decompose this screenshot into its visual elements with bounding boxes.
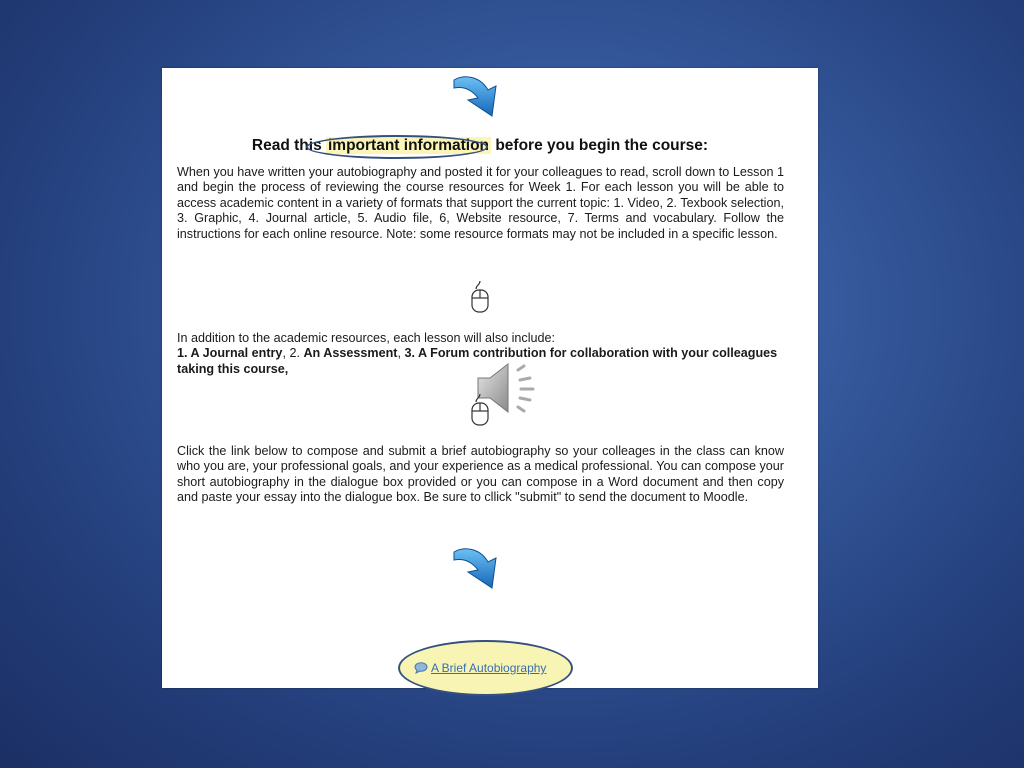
heading-text-after: before you begin the course: xyxy=(491,137,709,154)
autobiography-instructions-paragraph: Click the link below to compose and submit a brief autobiography so your colleages in the class can know who you are, your professional goals, and your experience as a medical professional. You can compose your short autobiography in the dialogue box provided or you can compose in a Word document and then copy and paste your essay into the dialogue box. Be sure to cllick "submit" to send the document to Moodle. xyxy=(177,444,784,505)
mouse-click-icon xyxy=(470,393,490,427)
curved-arrow-down-icon xyxy=(450,542,508,592)
autobiography-link-label[interactable]: A Brief Autobiography xyxy=(431,661,547,675)
page-heading xyxy=(162,137,798,155)
curved-arrow-down-icon xyxy=(450,70,508,120)
forum-chat-icon xyxy=(414,662,428,674)
separator-2: , xyxy=(397,346,405,361)
lesson-components-intro: In addition to the academic resources, each lesson will also include: xyxy=(177,331,556,345)
separator-1: , 2. xyxy=(282,346,304,361)
forum-contribution-item: 3. A Forum contribution for collaboration with your colleagues taking this course, xyxy=(177,346,778,376)
journal-entry-item: 1. A Journal entry xyxy=(177,346,283,361)
mouse-click-icon xyxy=(470,280,490,314)
instructions-paragraph: When you have written your autobiography and posted it for your colleagues to read, scroll down to Lesson 1 and begin the process of reviewing the course resources for Week 1. For each lesson you will be able to access academic content in a variety of formats that support the current topic: 1. Video, 2. Texbook selection, 3. Graphic, 4. Journal article, 5. Audio file, 6, Website resource, 7. Terms and vocabulary. Follow the instructions for each online resource. Note: some resource formats may not be included in a specific lesson. xyxy=(177,165,784,241)
heading-text-before: Read this xyxy=(251,137,326,154)
heading-highlight: important information xyxy=(328,137,490,154)
assessment-item: An Assessment xyxy=(303,346,398,361)
autobiography-link[interactable] xyxy=(414,661,546,675)
